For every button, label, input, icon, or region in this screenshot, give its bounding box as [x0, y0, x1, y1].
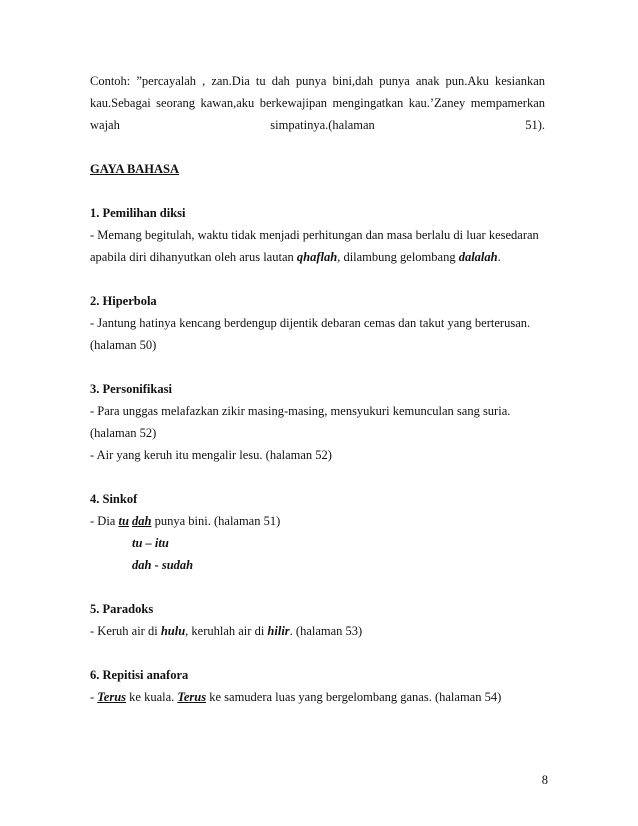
section-2-title: 2. Hiperbola — [90, 294, 157, 308]
intro-line-1: Contoh: ”percayalah , zan.Dia tu dah punya bini,dah punya anak pun.Aku kesiankan — [90, 74, 545, 88]
section-2-line-1: - Jantung hatinya kencang berdengup dijentik debaran cemas dan takut yang berterusan. — [90, 316, 531, 330]
section-3-line-1: - Para unggas melafazkan zikir masing-masing, mensyukuri kemunculan sang suria. — [90, 404, 511, 418]
section-3-line-3: - Air yang keruh itu mengalir lesu. (halaman 52) — [90, 448, 332, 462]
term-terus-1: Terus — [97, 690, 127, 704]
section-1-line-2: apabila diri dihanyutkan oleh arus lautan qhaflah, dilambung gelombang dalalah. — [90, 250, 501, 264]
section-4-line-2: tu – itu — [132, 536, 169, 550]
section-heading: GAYA BAHASA — [90, 162, 180, 176]
section-6-line-1: - Terus ke kuala. Terus ke samudera luas yang bergelombang ganas. (halaman 54) — [90, 690, 502, 704]
term-qhaflah: qhaflah — [296, 250, 338, 264]
section-3-line-2: (halaman 52) — [90, 426, 157, 440]
term-dalalah: dalalah — [458, 250, 498, 264]
page-number: 8 — [541, 773, 548, 787]
term-hilir: hilir — [267, 624, 290, 638]
section-3-title: 3. Personifikasi — [90, 382, 172, 396]
section-5-title: 5. Paradoks — [90, 602, 154, 616]
section-1-line-1: - Memang begitulah, waktu tidak menjadi perhitungan dan masa berlalu di luar kesedaran — [90, 228, 539, 242]
intro-line-3-word-3: 51). — [525, 118, 545, 132]
section-4-title: 4. Sinkof — [90, 492, 138, 506]
section-4-line-1: - Dia tu dah punya bini. (halaman 51) — [90, 514, 281, 528]
section-5-line-1: - Keruh air di hulu, keruhlah air di hilir. (halaman 53) — [90, 624, 363, 638]
section-2-line-2: (halaman 50) — [90, 338, 157, 352]
section-4-line-3: dah - sudah — [132, 558, 194, 572]
intro-line-3 — [90, 114, 545, 136]
intro-line-2: kau.Sebagai seorang kawan,aku berkewajipan mengingatkan kau.’Zaney mempamerkan — [90, 96, 545, 110]
intro-line-3-word-2: simpatinya.(halaman — [270, 118, 375, 132]
term-hulu: hulu — [160, 624, 186, 638]
term-tu: tu — [118, 514, 129, 528]
intro-line-3-word-1: wajah — [90, 118, 120, 132]
document-page — [90, 70, 545, 708]
term-dah: dah — [132, 514, 152, 528]
term-terus-2: Terus — [177, 690, 207, 704]
section-6-title: 6. Repitisi anafora — [90, 668, 189, 682]
section-1-title: 1. Pemilihan diksi — [90, 206, 186, 220]
